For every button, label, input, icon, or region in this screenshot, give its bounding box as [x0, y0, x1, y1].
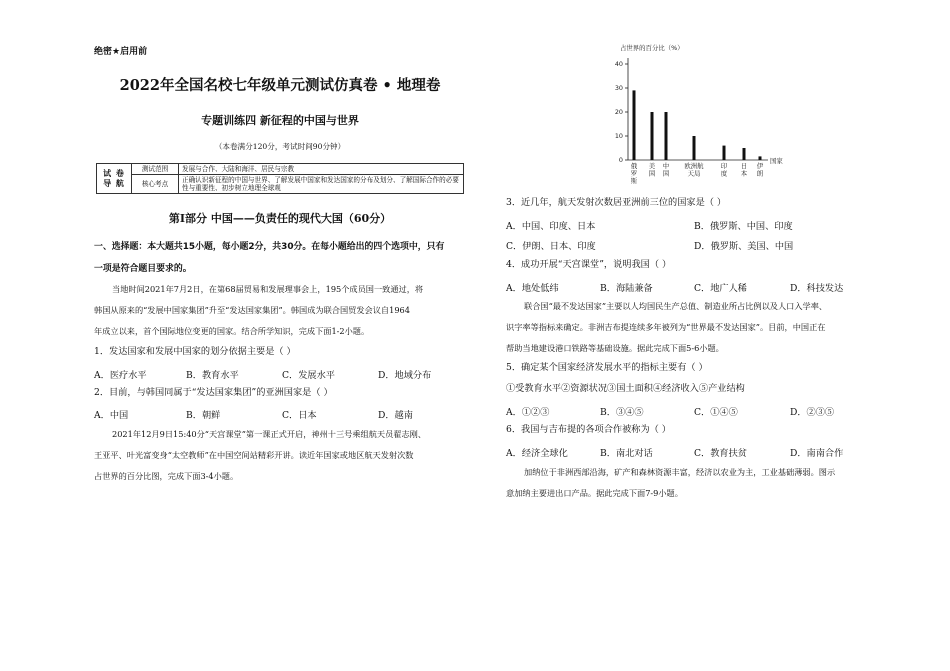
bar-0 [633, 90, 636, 160]
option-a[interactable]: A．中国 [94, 410, 129, 421]
y-tick-label: 20 [614, 108, 623, 117]
option-b[interactable]: B．海陆兼备 [600, 283, 653, 294]
option-d[interactable]: D．科技发达 [790, 283, 844, 294]
table-row-label: 核心考点 [132, 175, 179, 194]
question-items: ①受教育水平②资源状况③国土面积④经济收入⑤产业结构 [506, 383, 745, 394]
x-tick-label: 本 [740, 169, 748, 178]
question-stem: 6．我国与吉布提的各项合作被称为（ ） [506, 424, 671, 435]
section-instruction: 一、选择题：本大题共15小题，每小题2分，共30分。在每小题给出的四个选项中，只有 [94, 242, 445, 252]
option-c[interactable]: C．①④⑤ [694, 407, 738, 418]
x-tick-label: 天局 [687, 169, 701, 178]
option-b[interactable]: B．教育水平 [186, 370, 239, 381]
material-paragraph: 韩国从原来的“发展中国家集团”升至“发达国家集团”。韩国成为联合国贸发会议自1964 [94, 305, 410, 315]
material-paragraph: 当地时间2021年7月2日，在第68届贸易和发展理事会上，195个成员国一致通过，将 [112, 284, 424, 294]
bar-4 [723, 146, 726, 160]
y-tick-label: 10 [614, 132, 623, 141]
material-paragraph: 联合国“最不发达国家”主要以人均国民生产总值、制造业所占比例以及人口入学率、 [524, 301, 828, 311]
exam-note: （本卷满分120分，考试时间90分钟） [214, 142, 346, 151]
material-paragraph: 占世界的百分比图，完成下面3-4小题。 [94, 471, 239, 481]
page-title: 2022年全国名校七年级单元测试仿真卷 • 地理卷 [119, 77, 441, 94]
option-d[interactable]: D．地域分布 [378, 370, 432, 381]
x-axis-label: 国家 [770, 157, 783, 165]
section-instruction: 一项是符合题目要求的。 [94, 264, 192, 274]
table-header: 试 卷 导 航 [97, 164, 132, 194]
question-stem: 4．成功开展“天宫课堂”，说明我国（ ） [506, 259, 672, 270]
x-tick-label: 伊 [756, 162, 764, 170]
table-row-value: 发展与合作、大陆和海洋、居民与宗教 [179, 164, 464, 175]
option-a[interactable]: A．中国、印度、日本 [506, 221, 596, 232]
option-a[interactable]: A．地处低纬 [506, 283, 559, 294]
bar-1 [651, 112, 654, 160]
x-tick-label: 欧洲航 [684, 162, 704, 170]
bar-6 [759, 156, 762, 160]
option-d[interactable]: D．②③⑤ [790, 407, 835, 418]
question-stem: 1．发达国家和发展中国家的划分依据主要是（ ） [94, 346, 296, 357]
option-c[interactable]: C．日本 [282, 410, 317, 421]
option-c[interactable]: C．教育扶贫 [694, 448, 747, 459]
x-tick-label: 国 [662, 169, 670, 178]
x-tick-label: 俄 [630, 162, 638, 170]
option-d[interactable]: D．俄罗斯、美国、中国 [694, 241, 794, 252]
y-axis-label: 占世界的百分比（%） [620, 44, 684, 52]
option-c[interactable]: C．发展水平 [282, 370, 335, 381]
option-b[interactable]: B．南北对话 [600, 448, 653, 459]
part-title: 第Ⅰ部分 中国——负责任的现代大国（60分） [168, 212, 392, 225]
material-paragraph: 年成立以来，首个国际地位变更的国家。结合所学知识，完成下面1-2小题。 [94, 326, 370, 336]
table-row-value: 正确认识新征程的中国与世界、了解发展中国家和发达国家的分布及划分、了解国际合作的必要性与重要性、初步树立地理全球观 [179, 175, 464, 194]
material-paragraph: 2021年12月9日15:40分“天宫课堂”第一课正式开启，神州十三号乘组航天员翟志刚、 [112, 429, 427, 439]
launch-percentage-chart [600, 38, 800, 188]
option-c[interactable]: C．地广人稀 [694, 283, 747, 294]
bar-3 [693, 136, 696, 160]
option-a[interactable]: A．①②③ [506, 407, 550, 418]
y-tick-label: 40 [614, 60, 623, 69]
option-d[interactable]: D．越南 [378, 410, 413, 421]
question-stem: 3．近几年，航天发射次数居亚洲前三位的国家是（ ） [506, 197, 727, 208]
option-d[interactable]: D．南南合作 [790, 448, 844, 459]
question-stem: 2．目前，与韩国同属于“发达国家集团”的亚洲国家是（ ） [94, 387, 333, 398]
option-b[interactable]: B．③④⑤ [600, 407, 644, 418]
material-paragraph: 帮助当地建设港口铁路等基础设施。据此完成下面5-6小题。 [506, 343, 724, 353]
option-a[interactable]: A．经济全球化 [506, 448, 568, 459]
material-paragraph: 识字率等指标来确定。非洲吉布提连续多年被列为“世界最不发达国家”。目前，中国正在 [506, 322, 826, 332]
x-tick-label: 斯 [630, 177, 638, 185]
y-tick-label: 30 [614, 84, 623, 93]
bar-5 [743, 148, 746, 160]
x-tick-label: 朗 [756, 169, 764, 178]
material-paragraph: 加纳位于非洲西部沿海，矿产和森林资源丰富，经济以农业为主，工业基础薄弱。图示 [524, 467, 836, 477]
bar-2 [665, 112, 668, 160]
question-stem: 5．确定某个国家经济发展水平的指标主要有（ ） [506, 362, 708, 373]
x-tick-label: 度 [720, 169, 728, 178]
x-tick-label: 国 [648, 169, 656, 178]
exam-guide-table [96, 163, 464, 194]
page-subtitle: 专题训练四 新征程的中国与世界 [201, 114, 359, 127]
y-tick-label: 0 [618, 156, 623, 165]
option-b[interactable]: B．朝鲜 [186, 410, 221, 421]
option-b[interactable]: B．俄罗斯、中国、印度 [694, 221, 793, 232]
option-c[interactable]: C．伊朗、日本、印度 [506, 241, 596, 252]
x-tick-label: 美 [648, 162, 656, 170]
secret-label: 绝密★启用前 [94, 47, 148, 57]
table-row-label: 测试范围 [132, 164, 179, 175]
x-tick-label: 罗 [630, 169, 638, 178]
x-tick-label: 中 [662, 162, 670, 170]
option-a[interactable]: A．医疗水平 [94, 370, 147, 381]
material-paragraph: 意加纳主要进出口产品。据此完成下面7-9小题。 [506, 488, 683, 498]
x-tick-label: 印 [720, 162, 728, 170]
x-tick-label: 日 [740, 162, 748, 170]
material-paragraph: 王亚平、叶光富变身“太空教师”在中国空间站精彩开讲。读近年国家或地区航天发射次数 [94, 450, 414, 460]
